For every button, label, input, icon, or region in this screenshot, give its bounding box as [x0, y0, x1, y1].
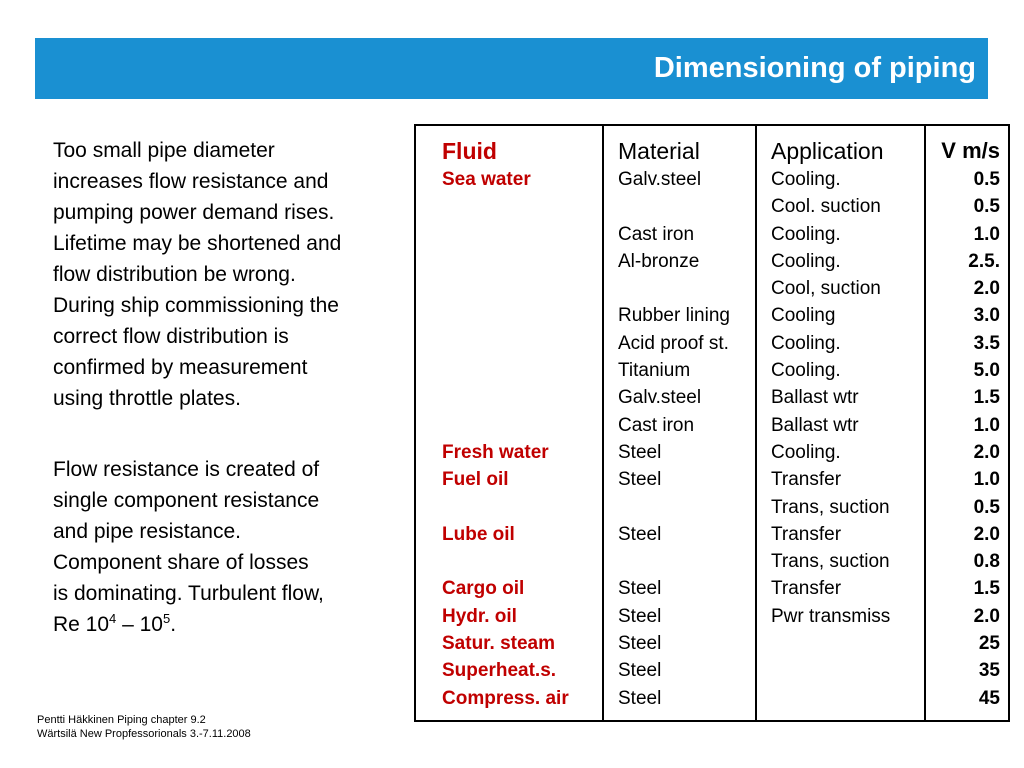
- fluid-cell: Superheat.s.: [442, 660, 557, 682]
- footer: [37, 713, 251, 741]
- footer-author: Pentti Häkkinen Piping chapter 9.2: [37, 714, 206, 726]
- application-cell: [771, 630, 890, 657]
- material-cell: Acid proof st.: [618, 332, 729, 354]
- application-cell: Pwr transmiss: [771, 605, 891, 627]
- paragraph-line: is dominating. Turbulent flow,: [53, 582, 324, 605]
- paragraph-line: Too small pipe diameter: [53, 139, 275, 162]
- column-divider: [755, 126, 757, 720]
- application-cell: Cooling.: [771, 441, 841, 463]
- material-cell: Steel: [618, 633, 662, 655]
- paragraph-line: Lifetime may be shortened and: [53, 232, 342, 255]
- fluid-cell: [442, 548, 569, 575]
- fluid-cell: [442, 494, 569, 521]
- exponent-4: 4: [109, 611, 117, 626]
- paragraph-line: confirmed by measurement: [53, 356, 308, 379]
- slide-title: Dimensioning of piping: [653, 52, 976, 84]
- velocity-cell: 3.5: [973, 332, 1000, 354]
- velocity-cell: 45: [978, 687, 1000, 709]
- velocity-cell: 35: [978, 660, 1000, 682]
- paragraph-line: flow distribution be wrong.: [53, 263, 296, 286]
- material-cell: Rubber lining: [618, 305, 730, 327]
- velocity-cell: 25: [978, 633, 1000, 655]
- application-cell: Cool, suction: [771, 278, 881, 300]
- application-header: Application: [771, 138, 884, 164]
- paragraph-line: pumping power demand rises.: [53, 201, 335, 224]
- application-cell: Ballast wtr: [771, 387, 859, 409]
- velocity-cell: 0.5: [973, 169, 1000, 190]
- material-cell: [618, 548, 730, 575]
- velocity-cell: 1.0: [973, 469, 1000, 491]
- fluid-cell: Fuel oil: [442, 469, 509, 491]
- material-cell: Steel: [618, 578, 662, 600]
- application-cell: Cooling.: [771, 250, 841, 272]
- piping-velocity-table: [414, 124, 1010, 722]
- application-cell: Transfer: [771, 523, 842, 545]
- velocity-column: [927, 136, 1000, 712]
- velocity-cell: 1.5: [973, 578, 1000, 600]
- fluid-cell: [442, 330, 569, 357]
- column-divider: [602, 126, 604, 720]
- paragraph-line: using throttle plates.: [53, 387, 241, 410]
- material-cell: Steel: [618, 469, 662, 491]
- material-header: Material: [618, 138, 700, 164]
- material-column: [618, 136, 730, 712]
- application-cell: Transfer: [771, 578, 842, 600]
- velocity-header: V m/s: [941, 138, 1000, 163]
- velocity-cell: 0.8: [973, 551, 1000, 573]
- fluid-cell: Sea water: [442, 169, 531, 190]
- velocity-cell: 5.0: [973, 360, 1000, 382]
- velocity-cell: 1.0: [973, 223, 1000, 245]
- fluid-cell: Hydr. oil: [442, 605, 517, 627]
- fluid-cell: [442, 193, 569, 220]
- velocity-cell: 2.0: [973, 523, 1000, 545]
- fluid-cell: Satur. steam: [442, 633, 555, 655]
- velocity-cell: 1.0: [973, 414, 1000, 436]
- application-cell: Cooling.: [771, 360, 841, 382]
- material-cell: Steel: [618, 605, 662, 627]
- material-cell: Al-bronze: [618, 250, 700, 272]
- material-cell: [618, 494, 730, 521]
- fluid-cell: [442, 275, 569, 302]
- fluid-cell: [442, 412, 569, 439]
- paragraph-line: Flow resistance is created of: [53, 458, 320, 481]
- fluid-cell: Fresh water: [442, 441, 549, 463]
- fluid-cell: [442, 221, 569, 248]
- title-bar: [35, 38, 988, 99]
- application-cell: [771, 657, 890, 684]
- material-cell: Titanium: [618, 360, 691, 382]
- material-cell: Steel: [618, 441, 662, 463]
- velocity-cell: 2.0: [973, 278, 1000, 300]
- fluid-header: Fluid: [442, 138, 497, 164]
- column-divider: [924, 126, 926, 720]
- exponent-5: 5: [163, 611, 171, 626]
- application-cell: Trans, suction: [771, 496, 890, 518]
- application-cell: Cooling.: [771, 169, 841, 190]
- fluid-cell: Compress. air: [442, 687, 569, 709]
- fluid-column: [442, 136, 569, 712]
- velocity-cell: 1.5: [973, 387, 1000, 409]
- paragraph-line: single component resistance: [53, 489, 320, 512]
- application-cell: Cool. suction: [771, 196, 881, 218]
- material-cell: Cast iron: [618, 414, 695, 436]
- material-cell: [618, 275, 730, 302]
- velocity-cell: 3.0: [973, 305, 1000, 327]
- material-cell: Steel: [618, 523, 662, 545]
- footer-event: Wärtsilä New Propfessorionals 3.-7.11.2008: [37, 728, 251, 740]
- velocity-cell: 2.0: [973, 441, 1000, 463]
- flow-resistance-paragraph: [53, 454, 324, 640]
- material-cell: Galv.steel: [618, 387, 702, 409]
- material-cell: Galv.steel: [618, 169, 702, 190]
- fluid-cell: [442, 357, 569, 384]
- application-cell: Cooling.: [771, 223, 841, 245]
- application-cell: Cooling.: [771, 332, 841, 354]
- reynolds-line: Re $10^4 - 10^5$.: [53, 611, 177, 636]
- paragraph-line: correct flow distribution is: [53, 325, 289, 348]
- application-column: [771, 136, 890, 712]
- velocity-cell: 0.5: [973, 496, 1000, 518]
- fluid-cell: [442, 384, 569, 411]
- velocity-cell: 0.5: [973, 196, 1000, 218]
- velocity-cell: 2.0: [973, 605, 1000, 627]
- fluid-cell: [442, 248, 569, 275]
- application-cell: Ballast wtr: [771, 414, 859, 436]
- fluid-cell: [442, 302, 569, 329]
- paragraph-line: increases flow resistance and: [53, 170, 329, 193]
- intro-paragraph: [53, 135, 341, 414]
- material-cell: [618, 193, 730, 220]
- application-cell: Cooling: [771, 305, 836, 327]
- application-cell: Transfer: [771, 469, 842, 491]
- material-cell: Steel: [618, 687, 662, 709]
- application-cell: Trans, suction: [771, 551, 890, 573]
- fluid-cell: Lube oil: [442, 523, 515, 545]
- paragraph-line: During ship commissioning the: [53, 294, 339, 317]
- paragraph-line: and pipe resistance.: [53, 520, 241, 543]
- velocity-cell: 2.5.: [968, 250, 1000, 272]
- material-cell: Cast iron: [618, 223, 695, 245]
- application-cell: [771, 685, 890, 712]
- paragraph-line: Component share of losses: [53, 551, 309, 574]
- fluid-cell: Cargo oil: [442, 578, 525, 600]
- material-cell: Steel: [618, 660, 662, 682]
